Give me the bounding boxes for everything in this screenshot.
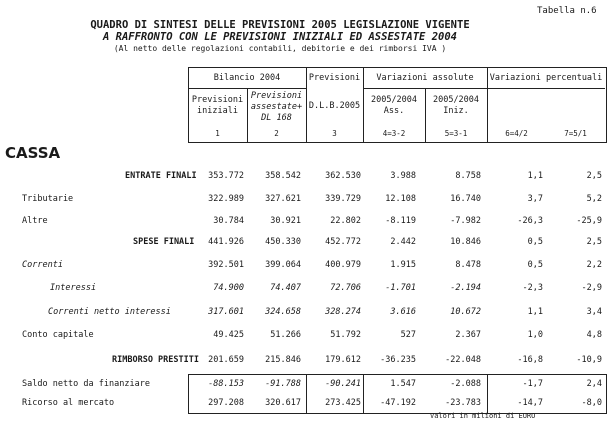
cell-value: 392.501	[208, 260, 244, 270]
cell-value: 3.988	[390, 171, 416, 181]
row-label: Correnti netto interessi	[48, 307, 171, 317]
cell-value: 74.900	[213, 283, 244, 293]
cell-value: 1,1	[527, 307, 543, 317]
cell-value: -22.048	[445, 355, 481, 365]
header-var-ass-2005-2004: 2005/2004 Ass.	[370, 95, 418, 116]
cell-value: 4,8	[586, 330, 602, 340]
cell-value: 16.740	[450, 194, 481, 204]
cell-value: -2,9	[581, 283, 602, 293]
row-label: Conto capitale	[22, 330, 94, 340]
header-variazioni-percentuali: Variazioni percentuali	[489, 73, 603, 83]
header-previsioni: Previsioni	[308, 73, 361, 83]
cell-value: 215.846	[265, 355, 301, 365]
cell-value: 51.792	[330, 330, 361, 340]
cell-value: 452.772	[325, 237, 361, 247]
cell-value: 12.108	[385, 194, 416, 204]
cell-value: -8.119	[385, 216, 416, 226]
cell-value: 362.530	[325, 171, 361, 181]
header-previsioni-iniziali: Previsioni iniziali	[191, 95, 244, 116]
cell-value: 30.921	[270, 216, 301, 226]
footnote-units: Valori in milioni di EURO	[430, 412, 536, 420]
cell-value: -14,7	[517, 398, 543, 408]
cell-value: 441.926	[208, 237, 244, 247]
cell-value: -1.701	[385, 283, 416, 293]
cell-value: -16,8	[517, 355, 543, 365]
cell-value: -8,0	[581, 398, 602, 408]
cell-value: 297.208	[208, 398, 244, 408]
cell-value: 320.617	[265, 398, 301, 408]
cell-value: 2,4	[586, 379, 602, 389]
cell-value: -25,9	[576, 216, 602, 226]
cell-value: 1.547	[390, 379, 416, 389]
cell-value: 353.772	[208, 171, 244, 181]
cell-value: 322.989	[208, 194, 244, 204]
cell-value: 2.442	[390, 237, 416, 247]
cell-value: -26,3	[517, 216, 543, 226]
row-label: SPESE FINALI	[133, 237, 195, 247]
column-number: 3	[332, 129, 337, 138]
row-label: Altre	[22, 216, 48, 226]
cell-value: 2.367	[455, 330, 481, 340]
row-label: Tributarie	[22, 194, 74, 204]
cell-value: 2,2	[586, 260, 602, 270]
column-number: 6=4/2	[505, 129, 528, 138]
cell-value: 72.706	[330, 283, 361, 293]
cell-value: 0,5	[527, 237, 543, 247]
cell-value: -2.194	[450, 283, 481, 293]
cell-value: 10.672	[450, 307, 481, 317]
cell-value: 317.601	[208, 307, 244, 317]
cell-value: 3,4	[586, 307, 602, 317]
cell-value: -47.192	[380, 398, 416, 408]
cell-value: 3,7	[527, 194, 543, 204]
cell-value: 328.274	[325, 307, 361, 317]
column-number: 7=5/1	[564, 129, 587, 138]
cell-value: 400.979	[325, 260, 361, 270]
cell-value: 450.330	[265, 237, 301, 247]
row-label: Ricorso al mercato	[22, 398, 115, 408]
cell-value: 10.846	[450, 237, 481, 247]
header-var-iniz-2005-2004: 2005/2004 Iniz.	[432, 95, 480, 116]
cell-value: 273.425	[325, 398, 361, 408]
cell-value: 8.758	[455, 171, 481, 181]
row-label: Correnti	[22, 260, 63, 270]
row-label: Saldo netto da finanziare	[22, 379, 150, 389]
cell-value: 49.425	[213, 330, 244, 340]
cell-value: 0,5	[527, 260, 543, 270]
row-label: ENTRATE FINALI	[125, 171, 197, 181]
cell-value: 358.542	[265, 171, 301, 181]
cell-value: 51.266	[270, 330, 301, 340]
cell-value: 327.621	[265, 194, 301, 204]
header-previsioni-assestate: Previsioni assestate+ DL 168	[250, 91, 303, 123]
cell-value: -91.788	[265, 379, 301, 389]
cell-value: -36.235	[380, 355, 416, 365]
column-number: 4=3-2	[382, 129, 406, 138]
cell-value: 324.658	[265, 307, 301, 317]
cell-value: -7.982	[450, 216, 481, 226]
cell-value: 1,0	[527, 330, 543, 340]
row-label: Interessi	[50, 283, 97, 293]
header-dlb-2005: D.L.B.2005	[308, 101, 361, 111]
cell-value: -10,9	[576, 355, 602, 365]
cell-value: -23.783	[445, 398, 481, 408]
title-line-1: QUADRO DI SINTESI DELLE PREVISIONI 2005 LEGISLAZIONE VIGENTE	[90, 19, 470, 31]
row-label: RIMBORSO PRESTITI	[112, 355, 199, 365]
column-number: 5=3-1	[444, 129, 468, 138]
title-line-2: A RAFFRONTO CON LE PREVISIONI INIZIALI ED ASSESTATE 2004	[102, 31, 457, 43]
cell-value: -1,7	[522, 379, 543, 389]
cell-value: 2,5	[586, 237, 602, 247]
table-number-label: Tabella n.6	[537, 6, 597, 16]
cell-value: 74.407	[270, 283, 301, 293]
cell-value: 5,2	[586, 194, 602, 204]
cell-value: 1,1	[527, 171, 543, 181]
header-bilancio-2004: Bilancio 2004	[213, 73, 281, 83]
section-title-cassa: CASSA	[5, 144, 61, 162]
cell-value: 1.915	[390, 260, 416, 270]
cell-value: -2,3	[522, 283, 543, 293]
cell-value: 399.064	[265, 260, 301, 270]
cell-value: 339.729	[325, 194, 361, 204]
cell-value: -90.241	[325, 379, 361, 389]
cell-value: -2.088	[450, 379, 481, 389]
header-variazioni-assolute: Variazioni assolute	[376, 73, 474, 83]
cell-value: -88.153	[208, 379, 244, 389]
title-line-3: (Al netto delle regolazioni contabili, debitorie e dei rimborsi IVA )	[113, 44, 447, 53]
cell-value: 22.802	[330, 216, 361, 226]
cell-value: 179.612	[325, 355, 361, 365]
cell-value: 30.784	[213, 216, 244, 226]
cell-value: 527	[400, 330, 416, 340]
column-number: 1	[215, 129, 220, 138]
cell-value: 3.616	[390, 307, 416, 317]
cell-value: 8.478	[455, 260, 481, 270]
column-number: 2	[274, 129, 279, 138]
cell-value: 201.659	[208, 355, 244, 365]
cell-value: 2,5	[586, 171, 602, 181]
